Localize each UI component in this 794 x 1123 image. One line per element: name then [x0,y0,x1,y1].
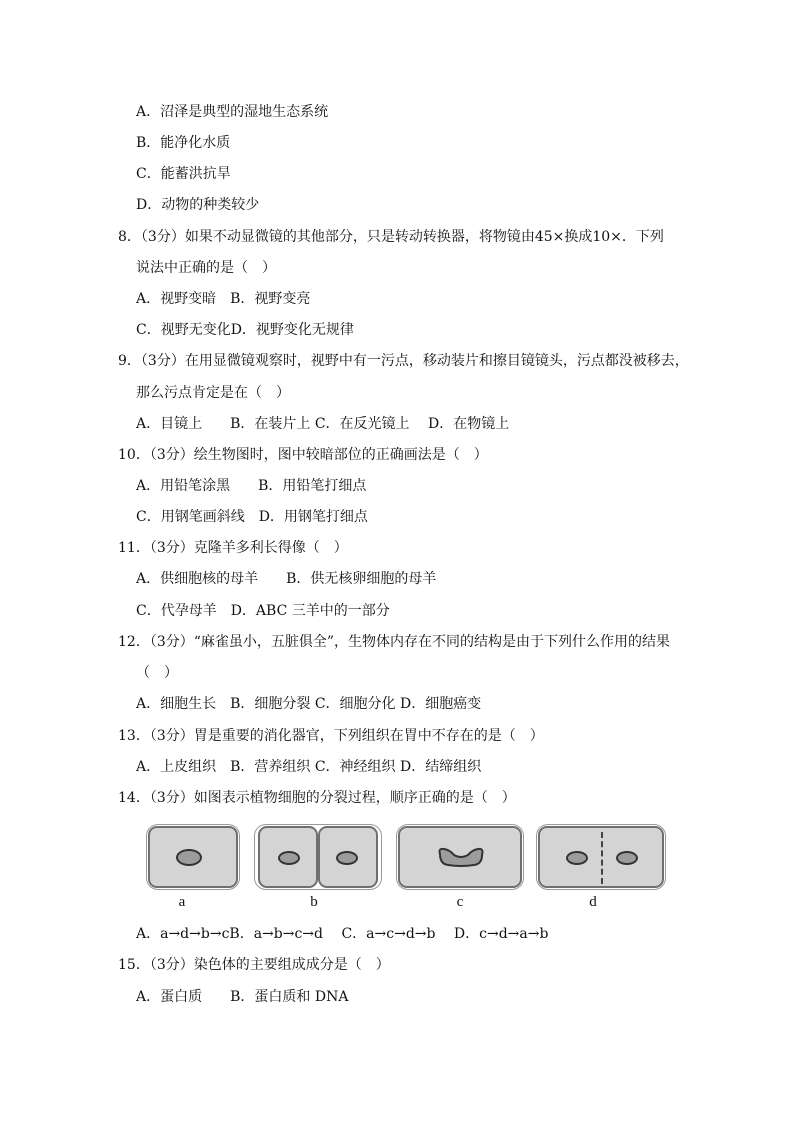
figure-label-a: a [178,894,186,910]
cell-plate-dashed-line [601,832,603,884]
q12-stem: 12．（3分）“麻雀虽小，五脏俱全”，生物体内存在不同的结构是由于下列什么作用的结果 [118,634,671,650]
q12-stem-cont: （ ） [136,665,178,681]
cell-c [398,826,522,888]
q9-stem-cont: 那么污点肯定是在（ ） [136,385,290,401]
q11-options-ab: A．供细胞核的母羊 B．供无核卵细胞的母羊 [136,571,437,587]
cell-d-left-nucleus [566,851,588,865]
q12-options: A．细胞生长 B．细胞分裂 C．细胞分化 D．细胞癌变 [136,696,482,712]
q15-stem: 15．（3分）染色体的主要组成成分是（ ） [118,957,390,973]
cell-d [538,826,664,888]
cell-d-right-nucleus [616,851,638,865]
cell-b-right-nucleus [336,851,358,865]
cell-b-left-nucleus [278,851,300,865]
q9-stem: 9．（3分）在用显微镜观察时，视野中有一污点，移动装片和擦目镜镜头，污点都没被移去， [118,353,689,369]
cell-a-nucleus [176,849,202,866]
q8-options-ab: A．视野变暗 B．视野变亮 [136,291,311,307]
q9-options: A．目镜上 B．在装片上 C．在反光镜上 D．在物镜上 [136,416,510,432]
q7-option-b: B．能净化水质 [136,135,231,151]
q7-option-c: C．能蓄洪抗旱 [136,166,231,182]
figure-label-b: b [310,894,318,910]
q10-stem: 10．（3分）绘生物图时，图中较暗部位的正确画法是（ ） [118,447,488,463]
cell-b-right [318,826,378,888]
q10-options-cd: C．用钢笔画斜线 D．用钢笔打细点 [136,509,368,525]
q10-options-ab: A．用铅笔涂黑 B．用铅笔打细点 [136,478,367,494]
q7-option-a: A．沼泽是典型的湿地生态系统 [136,104,329,120]
q13-options: A．上皮组织 B．营养组织 C．神经组织 D．结缔组织 [136,759,482,775]
q8-options-cd: C．视野无变化D．视野变化无规律 [136,322,354,338]
q14-stem: 14．（3分）如图表示植物细胞的分裂过程，顺序正确的是（ ） [118,790,516,806]
q15-options: A．蛋白质 B．蛋白质和 DNA [136,989,349,1005]
q13-stem: 13．（3分）胃是重要的消化器官，下列组织在胃中不存在的是（ ） [118,728,544,744]
cell-a [148,826,238,888]
cell-c-dividing-nucleus [436,846,486,868]
q8-stem: 8．（3分）如果不动显微镜的其他部分，只是转动转换器，将物镜由45×换成10×．下列 [118,229,664,245]
cell-b-left [258,826,318,888]
q11-stem: 11．（3分）克隆羊多利长得像（ ） [118,540,348,556]
q11-options-cd: C．代孕母羊 D．ABC 三羊中的一部分 [136,603,390,619]
figure-label-c: c [456,894,464,910]
q8-stem-cont: 说法中正确的是（ ） [136,260,276,276]
q14-options: A．a→d→b→cB．a→b→c→d C．a→c→d→b D．c→d→a→b [136,926,549,942]
cell-division-figure [140,826,672,918]
figure-label-d: d [589,894,597,910]
q7-option-d: D．动物的种类较少 [136,197,260,213]
